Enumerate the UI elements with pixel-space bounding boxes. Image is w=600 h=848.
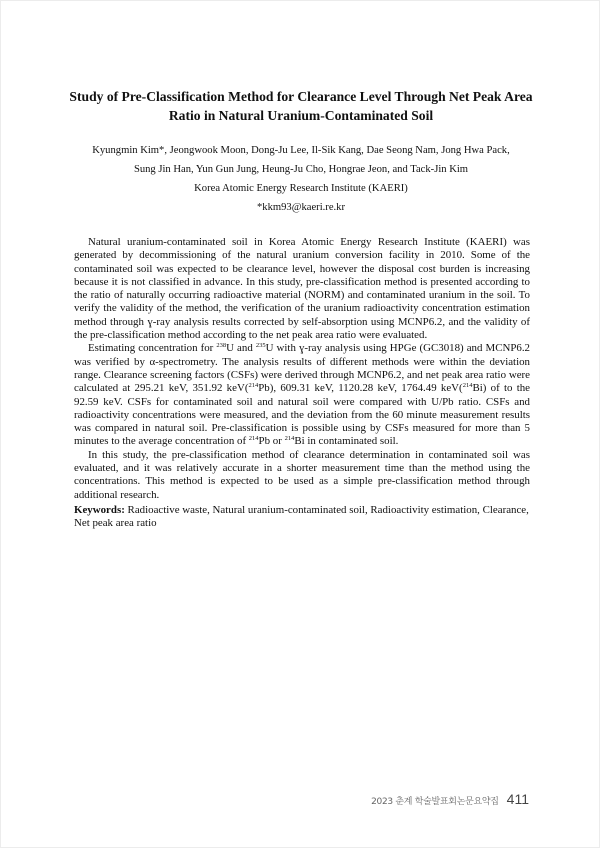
superscript: 214 [248, 382, 259, 390]
keywords [74, 504, 530, 531]
authors-line-2: Sung Jin Han, Yun Gun Jung, Heung-Ju Cho, Hongrae Jeon, and Tack-Jin Kim [133, 164, 469, 175]
authors-line-1: Kyungmin Kim*, Jeongwook Moon, Dong-Ju Lee, Il-Sik Kang, Dae Seong Nam, Jong Hwa Pack, [92, 145, 510, 156]
title-line-2: Ratio in Natural Uranium-Contaminated Soil [168, 108, 434, 123]
superscript: 214 [248, 435, 259, 443]
text-run: Estimating concentration for [88, 342, 217, 355]
title-line-1: Study of Pre-Classification Method for Clearance Level Through Net Peak Area [69, 89, 533, 104]
abstract [74, 236, 530, 502]
abstract-paragraph-1: Natural uranium-contaminated soil in Korea Atomic Energy Research Institute (KAERI) was generated by decommissioning of the natural uranium conversion facility in 2010. Some of the contaminated soil was expected to be clearance level, however the disposal cost burden is increasing because it is not classified in advance. In this study, pre-classification method is presented according to the ratio of naturally occurring radioactive material (NORM) and contaminated uranium in the soil. To verify the validity of the method, the verification of the uranium radioactivity concentration estimation method through ɣ-ray analysis results corrected by self-absorption using MCNP6.2, and the validity of the pre-classification method according to the net peak area ratio were evaluated. [74, 236, 530, 342]
text-run: Bi) of to the 92.59 keV. CSFs for contaminated soil and natural soil were compared with U/Pb ratio. CSFs and radioactivity concentrations were measured, and the deviation from the 60 minute measurement results was compared in natural soil. Pre-classification is possible using by CSFs measured for more than 5 minutes to the average concentration of [74, 382, 530, 448]
author-block [61, 141, 541, 217]
abstract-paragraph-3: In this study, the pre-classification method of clearance determination in contaminated soil was evaluated, and it was relatively accurate in a shorter measurement time than the method using the concentrations. This method is expected to be used as a simple pre-classification method through additional research. [74, 448, 530, 501]
abstract-paragraph-2 [74, 342, 530, 448]
keywords-text: Radioactive waste, Natural uranium-contaminated soil, Radioactivity estimation, Clearance, Net peak area ratio [74, 504, 529, 530]
affiliation: Korea Atomic Energy Research Institute (KAERI) [194, 183, 408, 194]
superscript: 214 [462, 382, 473, 390]
text-run: U and [226, 342, 256, 355]
page-footer [371, 791, 529, 807]
keywords-label: Keywords: [74, 504, 125, 516]
superscript: 238 [216, 342, 227, 350]
proceedings-name: 2023 춘계 학술발표회논문요약집 [371, 797, 499, 807]
paper-title [61, 87, 541, 125]
page-number: 411 [506, 791, 529, 807]
corresponding-email: *kkm93@kaeri.re.kr [256, 202, 345, 213]
text-run: U with ɣ-ray analysis using HPGe (GC3018) and MCNP6.2 was verified by α-spectrometry. The analysis results of different methods were within the deviation range. Clearance screening factors (CSFs) were derived through MCNP6.2, and net peak area ratio were calculated at 295.21 keV, 351.92 keV( [74, 342, 530, 395]
superscript: 235 [255, 342, 266, 350]
text-run: Bi in contaminated soil. [294, 435, 399, 448]
text-run: Pb), 609.31 keV, 1120.28 keV, 1764.49 keV( [258, 382, 463, 395]
text-run: Pb or [258, 435, 285, 448]
superscript: 214 [284, 435, 295, 443]
